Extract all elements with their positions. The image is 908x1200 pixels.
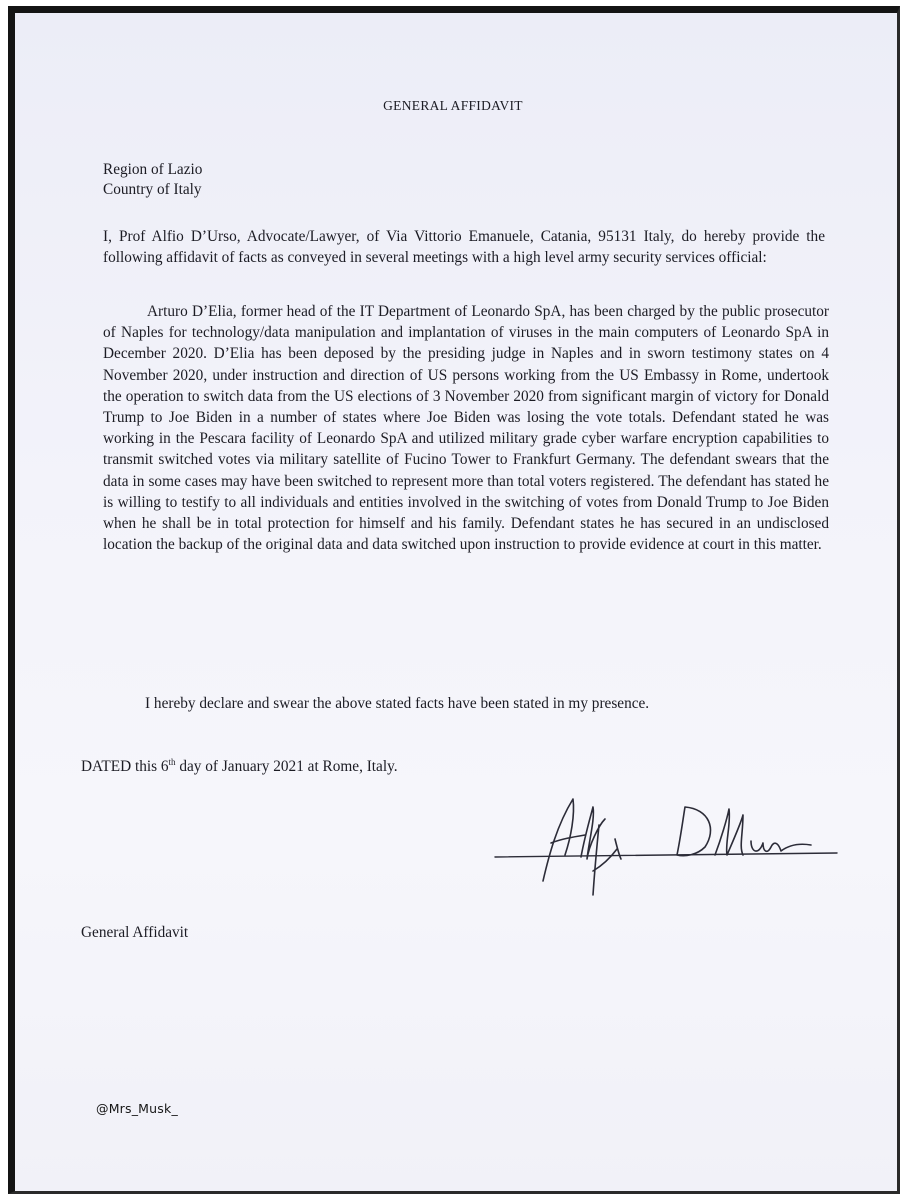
document-title: GENERAL AFFIDAVIT <box>383 98 523 113</box>
region-line: Region of Lazio <box>103 161 203 178</box>
dated-suffix: day of January 2021 at Rome, Italy. <box>175 758 398 775</box>
watermark-handle: @Mrs_Musk_ <box>96 1101 178 1116</box>
country-line: Country of Italy <box>103 181 202 198</box>
declaration-line: I hereby declare and swear the above stated facts have been stated in my presence. <box>145 695 650 712</box>
document-page <box>8 6 900 1194</box>
footer-label: General Affidavit <box>81 924 189 941</box>
dated-prefix: DATED this 6 <box>81 758 169 775</box>
signature <box>481 785 843 897</box>
dated-ordinal: th <box>168 756 176 767</box>
dated-line <box>81 756 398 777</box>
intro-paragraph: I, Prof Alfio D’Urso, Advocate/Lawyer, of Via Vittorio Emanuele, Catania, 95131 Italy, do hereby provide the following affidavit of facts as conveyed in several meetings with a high level army security services official: <box>103 228 825 267</box>
body-paragraph: Arturo D’Elia, former head of the IT Department of Leonardo SpA, has been charged by the public prosecutor of Naples for technology/data manipulation and implantation of viruses in the main computers of Leonardo SpA in December 2020. D’Elia has been deposed by the presiding judge in Naples and in sworn testimony states on 4 November 2020, under instruction and direction of US persons working from the US Embassy in Rome, undertook the operation to switch data from the US elections of 3 November 2020 from significant margin of victory for Donald Trump to Joe Biden in a number of states where Joe Biden was losing the vote totals. Defendant stated he was working in the Pescara facility of Leonardo SpA and utilized military grade cyber warfare encryption capabilities to transmit switched votes via military satellite of Fucino Tower to Frankfurt Germany. The defendant swears that the data in some cases may have been switched to represent more than total voters registered. The defendant has stated he is willing to testify to all individuals and entities involved in the switching of votes from Donald Trump to Joe Biden when he shall be in total protection for himself and his family. Defendant states he has secured in an undisclosed location the backup of the original data and data switched upon instruction to provide evidence at court in this matter. <box>103 303 829 554</box>
